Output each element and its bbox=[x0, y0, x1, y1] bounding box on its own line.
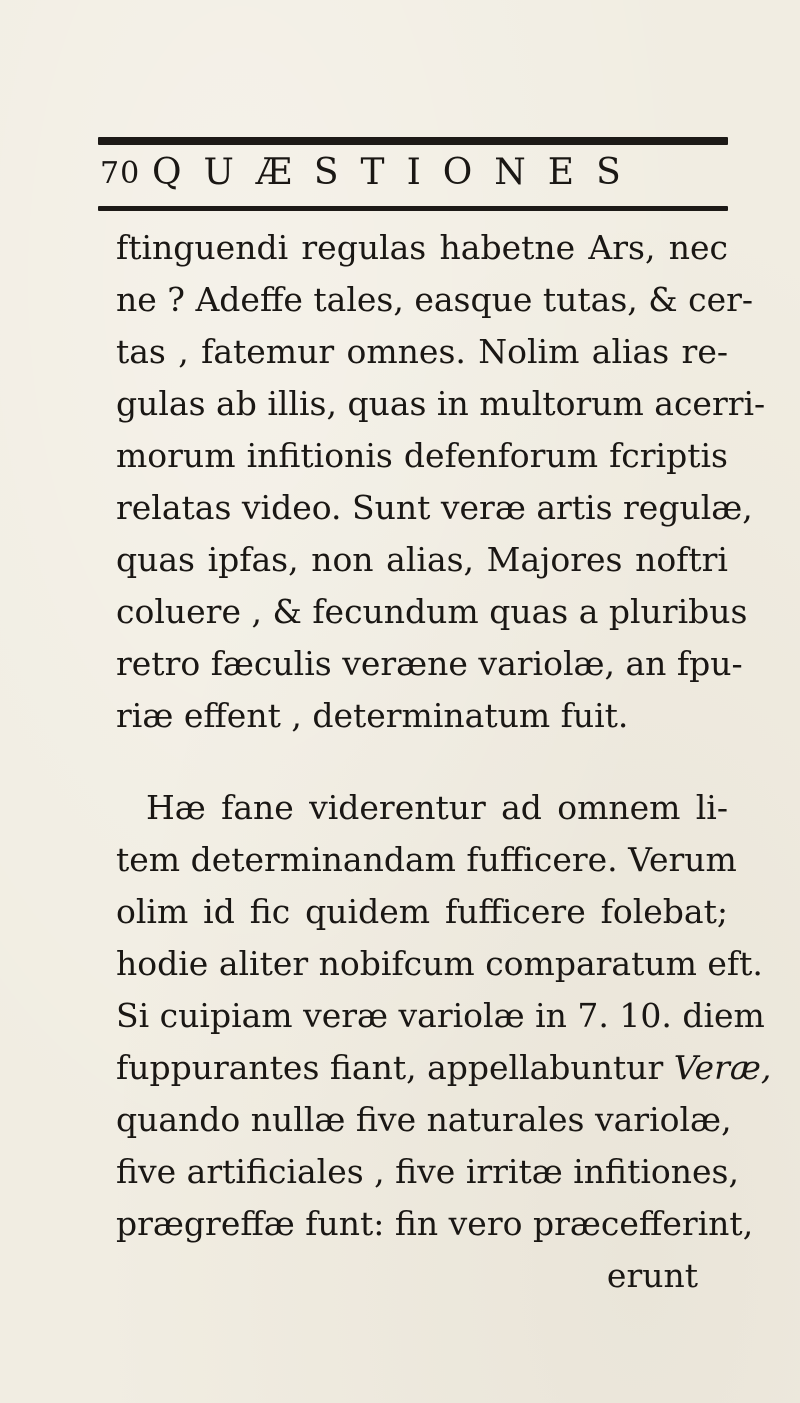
text-line: ne ? Adeffe tales, easque tutas, & cer- bbox=[116, 280, 754, 319]
italic-term: Veræ, bbox=[673, 1048, 772, 1087]
header-rule-bottom bbox=[98, 206, 728, 211]
header-rule-top bbox=[98, 137, 728, 145]
body-text bbox=[116, 222, 772, 1302]
text-line: five artificiales , five irritæ infitiones, bbox=[116, 1152, 739, 1191]
catchword: erunt bbox=[606, 1256, 698, 1295]
text-line: relatas video. Sunt veræ artis regulæ, bbox=[116, 488, 753, 527]
text-line: Si cuipiam veræ variolæ in 7. 10. diem bbox=[116, 996, 765, 1035]
text-line: Hæ fane viderentur ad omnem li- bbox=[146, 788, 728, 827]
text-line: retro fæculis veræne variolæ, an fpu- bbox=[116, 644, 743, 683]
text-line: ftinguendi regulas habetne Ars, nec bbox=[116, 228, 728, 267]
text-line: hodie aliter nobifcum comparatum eft. bbox=[116, 944, 763, 983]
text-line: quas ipfas, non alias, Majores noftri bbox=[116, 540, 728, 579]
text-line: quando nullæ five naturales variolæ, bbox=[116, 1100, 732, 1139]
text-line: gulas ab illis, quas in multorum acerri- bbox=[116, 384, 766, 423]
paragraph-2 bbox=[116, 782, 772, 1250]
paragraph-1 bbox=[116, 222, 766, 742]
text-line: coluere , & fecundum quas a pluribus bbox=[116, 592, 748, 631]
text-line: morum infitionis defenforum fcriptis bbox=[116, 436, 728, 475]
page-header bbox=[100, 152, 720, 200]
text-line: riæ effent , determinatum fuit. bbox=[116, 696, 629, 735]
text-line: tas , fatemur omnes. Nolim alias re- bbox=[116, 332, 728, 371]
text-line: prægreffæ funt: fin vero præcefferint, bbox=[116, 1204, 754, 1243]
paragraph-gap bbox=[116, 742, 728, 782]
page-number: 70 bbox=[100, 156, 141, 191]
text-fragment: fuppurantes fiant, appellabuntur bbox=[116, 1048, 664, 1087]
text-line-with-italic bbox=[116, 1042, 772, 1094]
text-line: tem determinandam fufficere. Verum bbox=[116, 840, 737, 879]
running-head: QUÆSTIONES bbox=[152, 152, 643, 193]
text-line: olim id fic quidem fufficere folebat; bbox=[116, 892, 728, 931]
